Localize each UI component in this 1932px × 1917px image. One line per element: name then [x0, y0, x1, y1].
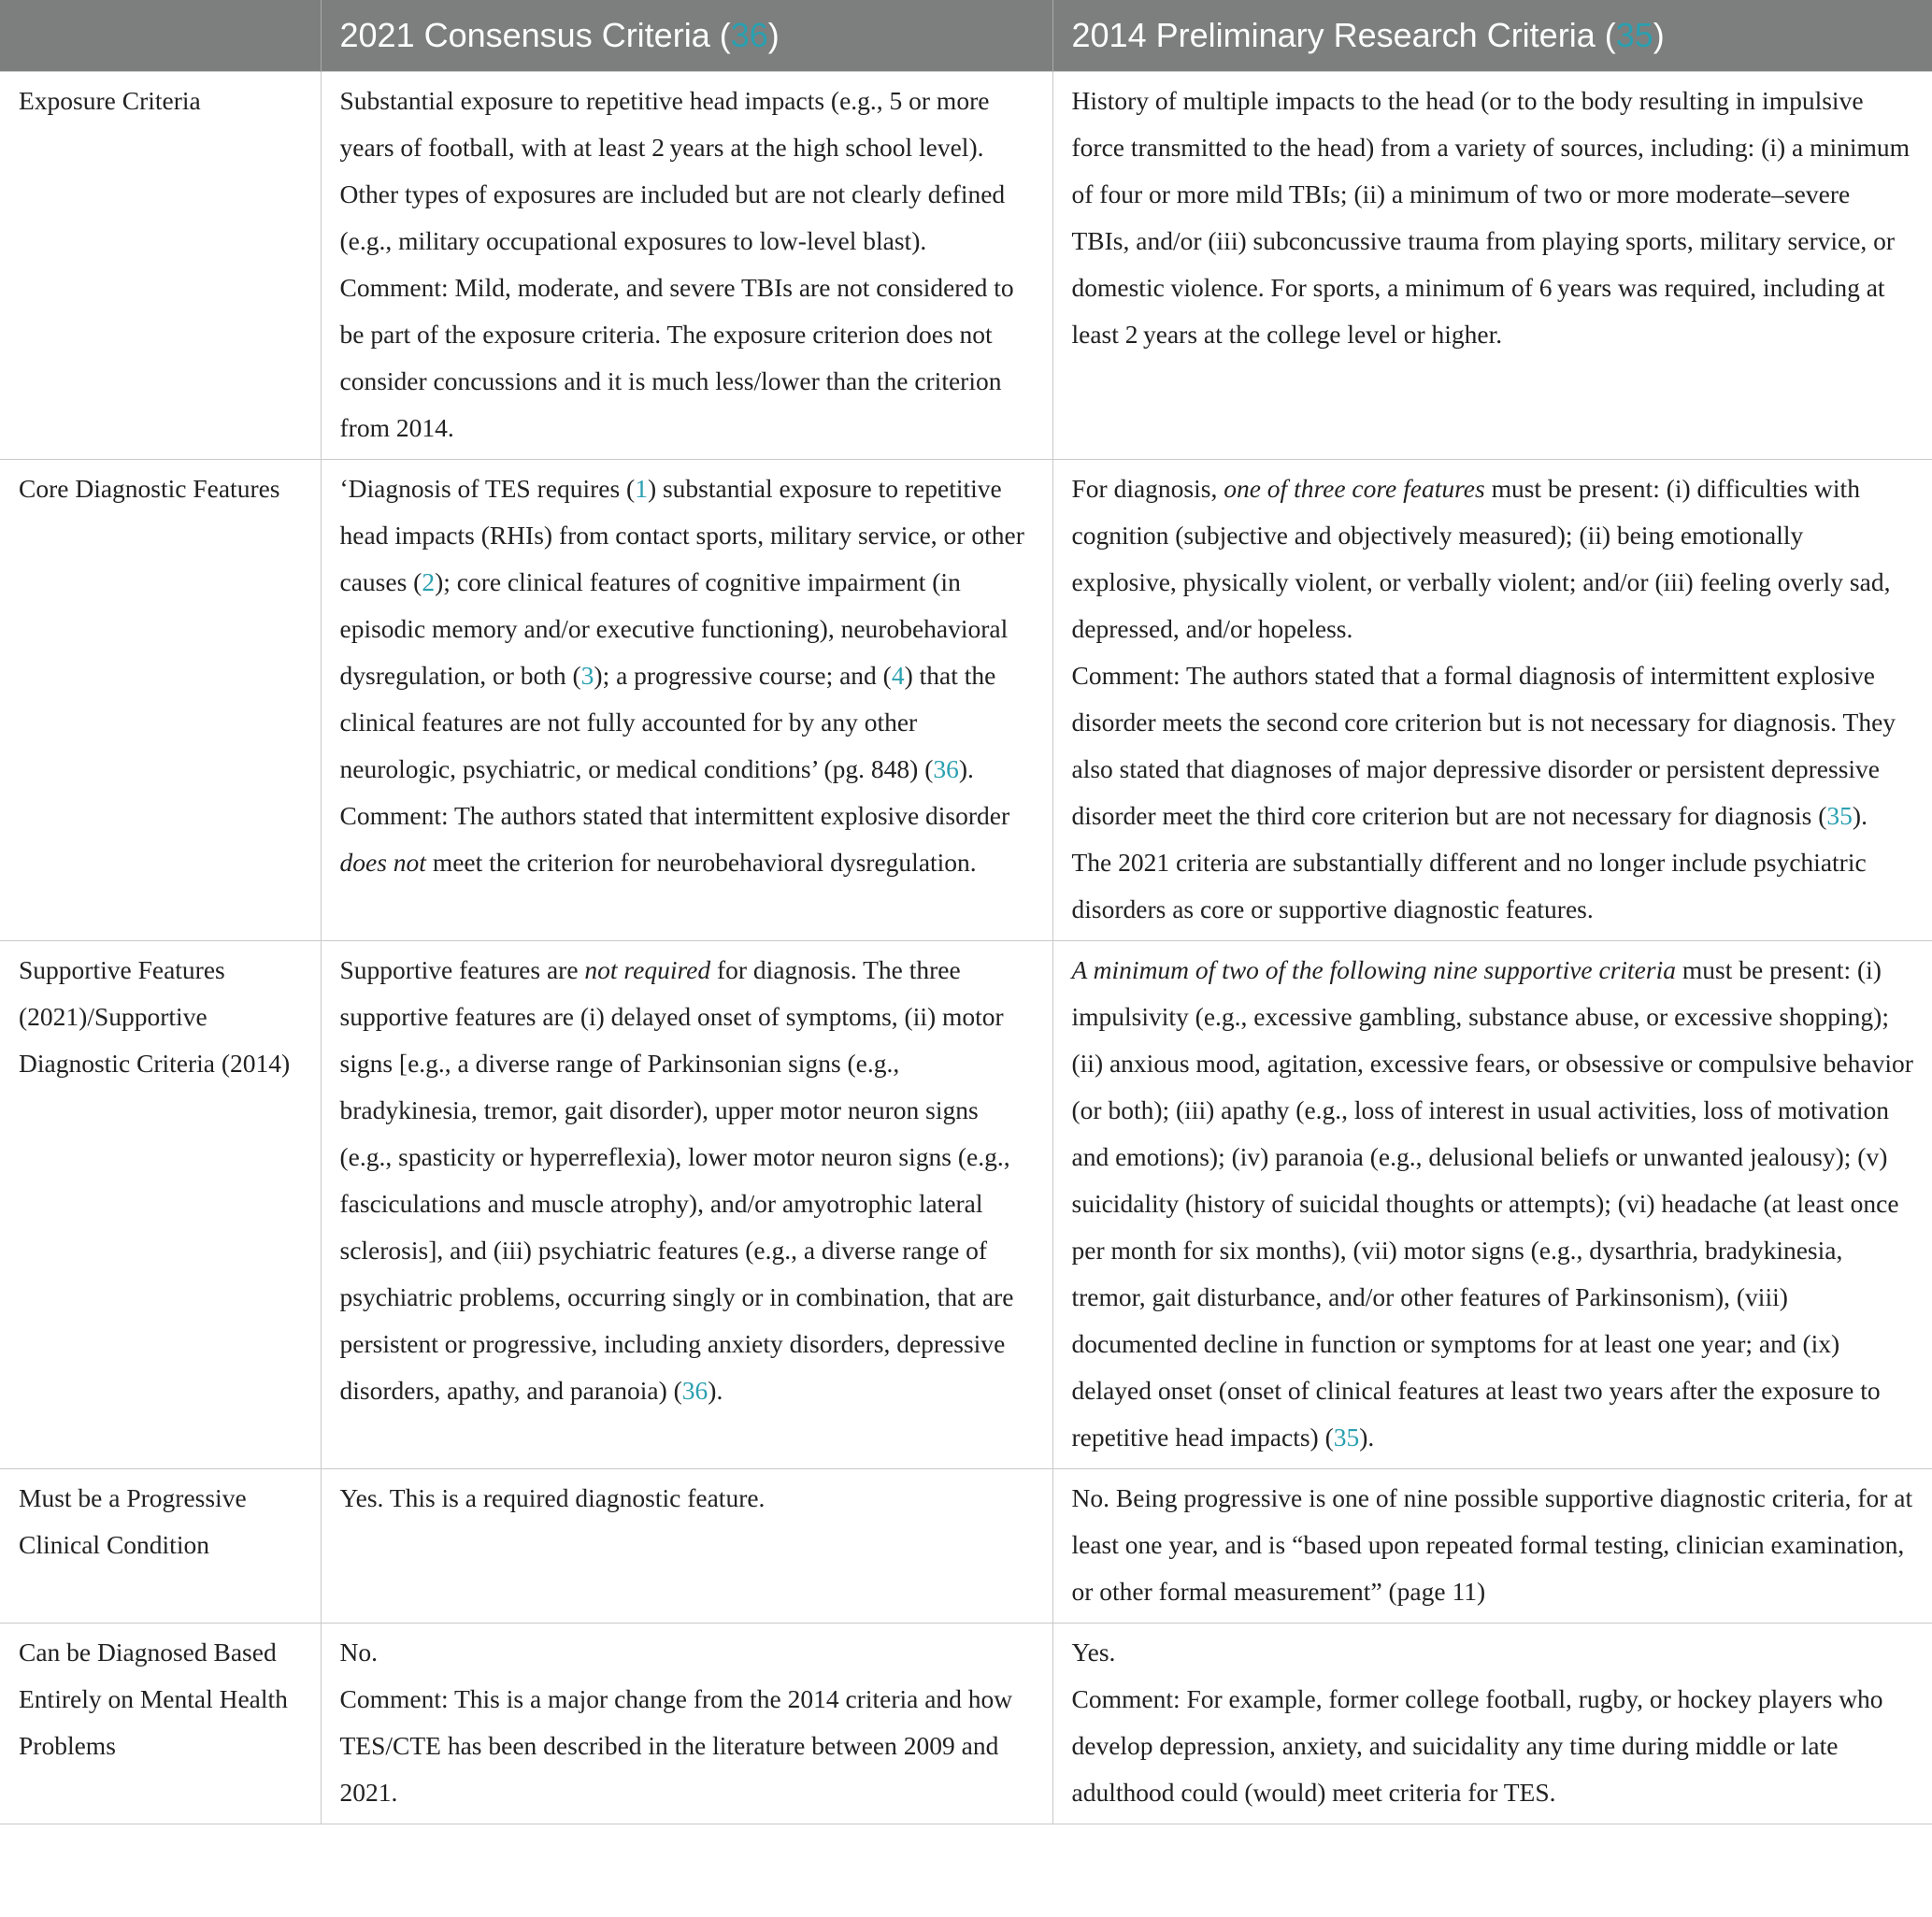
text-run: must be present: (i) difficulties with cognition (subjective and objectively measured); (ii) being emotionally explosive, physically violent, or verbally violent; and/or (iii) feeling overly sad, depressed, and/or hopeless.	[1071, 474, 1891, 643]
cell-2021	[321, 460, 1052, 941]
cell-paragraph: Yes.	[1071, 1638, 1116, 1667]
cell-2014	[1052, 72, 1932, 460]
reference-link-35[interactable]: 35	[1615, 16, 1653, 54]
emphasis-text: not required	[584, 955, 711, 984]
cell-paragraph: Yes. This is a required diagnostic feature.	[339, 1483, 766, 1512]
reference-link-3[interactable]: 3	[580, 661, 594, 690]
cell-paragraph	[340, 465, 1034, 793]
header-feature-column	[0, 0, 321, 72]
header-2014-column	[1052, 0, 1932, 72]
table-row	[0, 1624, 1932, 1824]
header-2014-close: )	[1653, 16, 1665, 54]
text-run: ).	[958, 754, 974, 783]
text-run: ).	[708, 1376, 723, 1405]
cell-2014	[1052, 941, 1932, 1469]
cell-paragraph: Substantial exposure to repetitive head impacts (e.g., 5 or more years of football, with at least 2 years at the high school level). Other types of exposures are included but are not clearly defined (e.g., military occupational exposures to low-level blast).	[339, 86, 1006, 255]
reference-link-36[interactable]: 36	[730, 16, 768, 54]
cell-comment: Comment: This is a major change from the 2014 criteria and how TES/CTE has been described in the literature between 2009 and 2021.	[339, 1684, 1013, 1807]
text-run: meet the criterion for neurobehavioral dysregulation.	[425, 848, 977, 877]
row-label: Can be Diagnosed Based Entirely on Mental Health Problems	[0, 1624, 321, 1824]
table-row	[0, 72, 1932, 460]
cell-2014	[1052, 1469, 1932, 1624]
reference-link-35[interactable]: 35	[1826, 801, 1853, 830]
emphasis-text: A minimum of two of the following nine supportive criteria	[1071, 955, 1676, 984]
row-label: Supportive Features (2021)/Supportive Diagnostic Criteria (2014)	[0, 941, 321, 1469]
text-run: for diagnosis. The three supportive features are (i) delayed onset of symptoms, (ii) motor signs [e.g., a diverse range of Parkinsonian signs (e.g., bradykinesia, tremor, gait disorder), upper motor neuron signs (e.g., spasticity or hyperreflexia), lower motor neuron signs (e.g., fasciculations and muscle atrophy), and/or amyotrophic lateral sclerosis], and (iii) psychiatric features (e.g., a diverse range of psychiatric problems, occurring singly or in combination, that are persistent or progressive, including anxiety disorders, depressive disorders, apathy, and paranoia) (	[339, 955, 1014, 1405]
table-row	[0, 460, 1932, 941]
reference-link-36[interactable]: 36	[681, 1376, 708, 1405]
text-run: ); a progressive course; and (	[594, 661, 892, 690]
reference-link-35[interactable]: 35	[1333, 1423, 1360, 1452]
cell-paragraph: No.	[339, 1638, 378, 1667]
reference-link-1[interactable]: 1	[635, 474, 648, 503]
table-row	[0, 1469, 1932, 1624]
cell-2021	[321, 1624, 1052, 1824]
header-2021-column	[321, 0, 1052, 72]
text-run: ).	[1359, 1423, 1375, 1452]
header-2021-close: )	[767, 16, 780, 54]
header-2021-text: 2021 Consensus Criteria (	[339, 16, 731, 54]
cell-paragraph: History of multiple impacts to the head (or to the body resulting in impulsive force transmitted to the head) from a variety of sources, including: (i) a minimum of four or more mild TBIs; (ii) a minimum of two or more moderate–severe TBIs, and/or (iii) subconcussive trauma from playing sports, military service, or domestic violence. For sports, a minimum of 6 years was required, including at least 2 years at the college level or higher.	[1071, 86, 1911, 349]
cell-2014	[1052, 460, 1932, 941]
table-row	[0, 941, 1932, 1469]
cell-paragraph: No. Being progressive is one of nine possible supportive diagnostic criteria, for at least one year, and is “based upon repeated formal testing, clinician examination, or other formal measurement” (page 11)	[1071, 1483, 1913, 1606]
text-run: ‘Diagnosis of TES requires (	[339, 474, 636, 503]
text-run: ). The 2021 criteria are substantially different and no longer include psychiatric disorders as core or supportive diagnostic features.	[1071, 801, 1868, 923]
reference-link-36[interactable]: 36	[933, 754, 959, 783]
text-run: must be present: (i) impulsivity (e.g., excessive gambling, substance abuse, or excessive shopping); (ii) anxious mood, agitation, excessive fears, or obsessive or compulsive behavior (or both); (iii) apathy (e.g., loss of interest in usual activities, loss of motivation and emotions); (iv) paranoia (e.g., delusional beliefs or unwanted jealousy); (v) suicidality (history of suicidal thoughts or attempts); (vi) headache (at least once per month for six months), (vii) motor signs (e.g., dysarthria, bradykinesia, tremor, gait disturbance, and/or other features of Parkinsonism), (viii) documented decline in function or symptoms for at least one year; and (ix) delayed onset (onset of clinical features at least two years after the exposure to repetitive head impacts) (	[1071, 955, 1913, 1452]
cell-paragraph	[1072, 947, 1914, 1461]
reference-link-4[interactable]: 4	[891, 661, 905, 690]
row-label: Must be a Progressive Clinical Condition	[0, 1469, 321, 1624]
cell-paragraph	[1072, 465, 1914, 652]
cell-2021	[321, 1469, 1052, 1624]
text-run: Comment: The authors stated that intermittent explosive disorder	[339, 801, 1010, 830]
text-run: ) that the clinical features are not fully accounted for by any other neurologic, psychiatric, or medical conditions’ (pg. 848) (	[339, 661, 996, 783]
text-run: Supportive features are	[339, 955, 585, 984]
cell-2021	[321, 941, 1052, 1469]
text-run: ); core clinical features of cognitive impairment (in episodic memory and/or executive functioning), neurobehavioral dysregulation, or both (	[339, 567, 1009, 690]
row-label: Core Diagnostic Features	[0, 460, 321, 941]
cell-comment: Comment: Mild, moderate, and severe TBIs are not considered to be part of the exposure criteria. The exposure criterion does not consider concussions and it is much less/lower than the criterion from 2014.	[339, 273, 1014, 442]
text-run: ) substantial exposure to repetitive head impacts (RHIs) from contact sports, military service, or other causes (	[339, 474, 1024, 596]
emphasis-text: one of three core features	[1224, 474, 1485, 503]
cell-comment	[1072, 652, 1914, 933]
row-label: Exposure Criteria	[0, 72, 321, 460]
text-run: Comment: The authors stated that a formal diagnosis of intermittent explosive disorder meets the second core criterion but is not necessary for diagnosis. They also stated that diagnoses of major depressive disorder or persistent depressive disorder meet the third core criterion but are not necessary for diagnosis (	[1071, 661, 1896, 830]
cell-2014	[1052, 1624, 1932, 1824]
reference-link-2[interactable]: 2	[422, 567, 436, 596]
table-header-row	[0, 0, 1932, 72]
cell-paragraph	[340, 947, 1034, 1414]
cell-comment	[340, 793, 1034, 886]
cell-comment: Comment: For example, former college football, rugby, or hockey players who develop depression, anxiety, and suicidality any time during middle or late adulthood could (would) meet criteria for TES.	[1071, 1684, 1883, 1807]
text-run: For diagnosis,	[1071, 474, 1224, 503]
header-2014-text: 2014 Preliminary Research Criteria (	[1071, 16, 1616, 54]
emphasis-text: does not	[339, 848, 426, 877]
cell-2021	[321, 72, 1052, 460]
